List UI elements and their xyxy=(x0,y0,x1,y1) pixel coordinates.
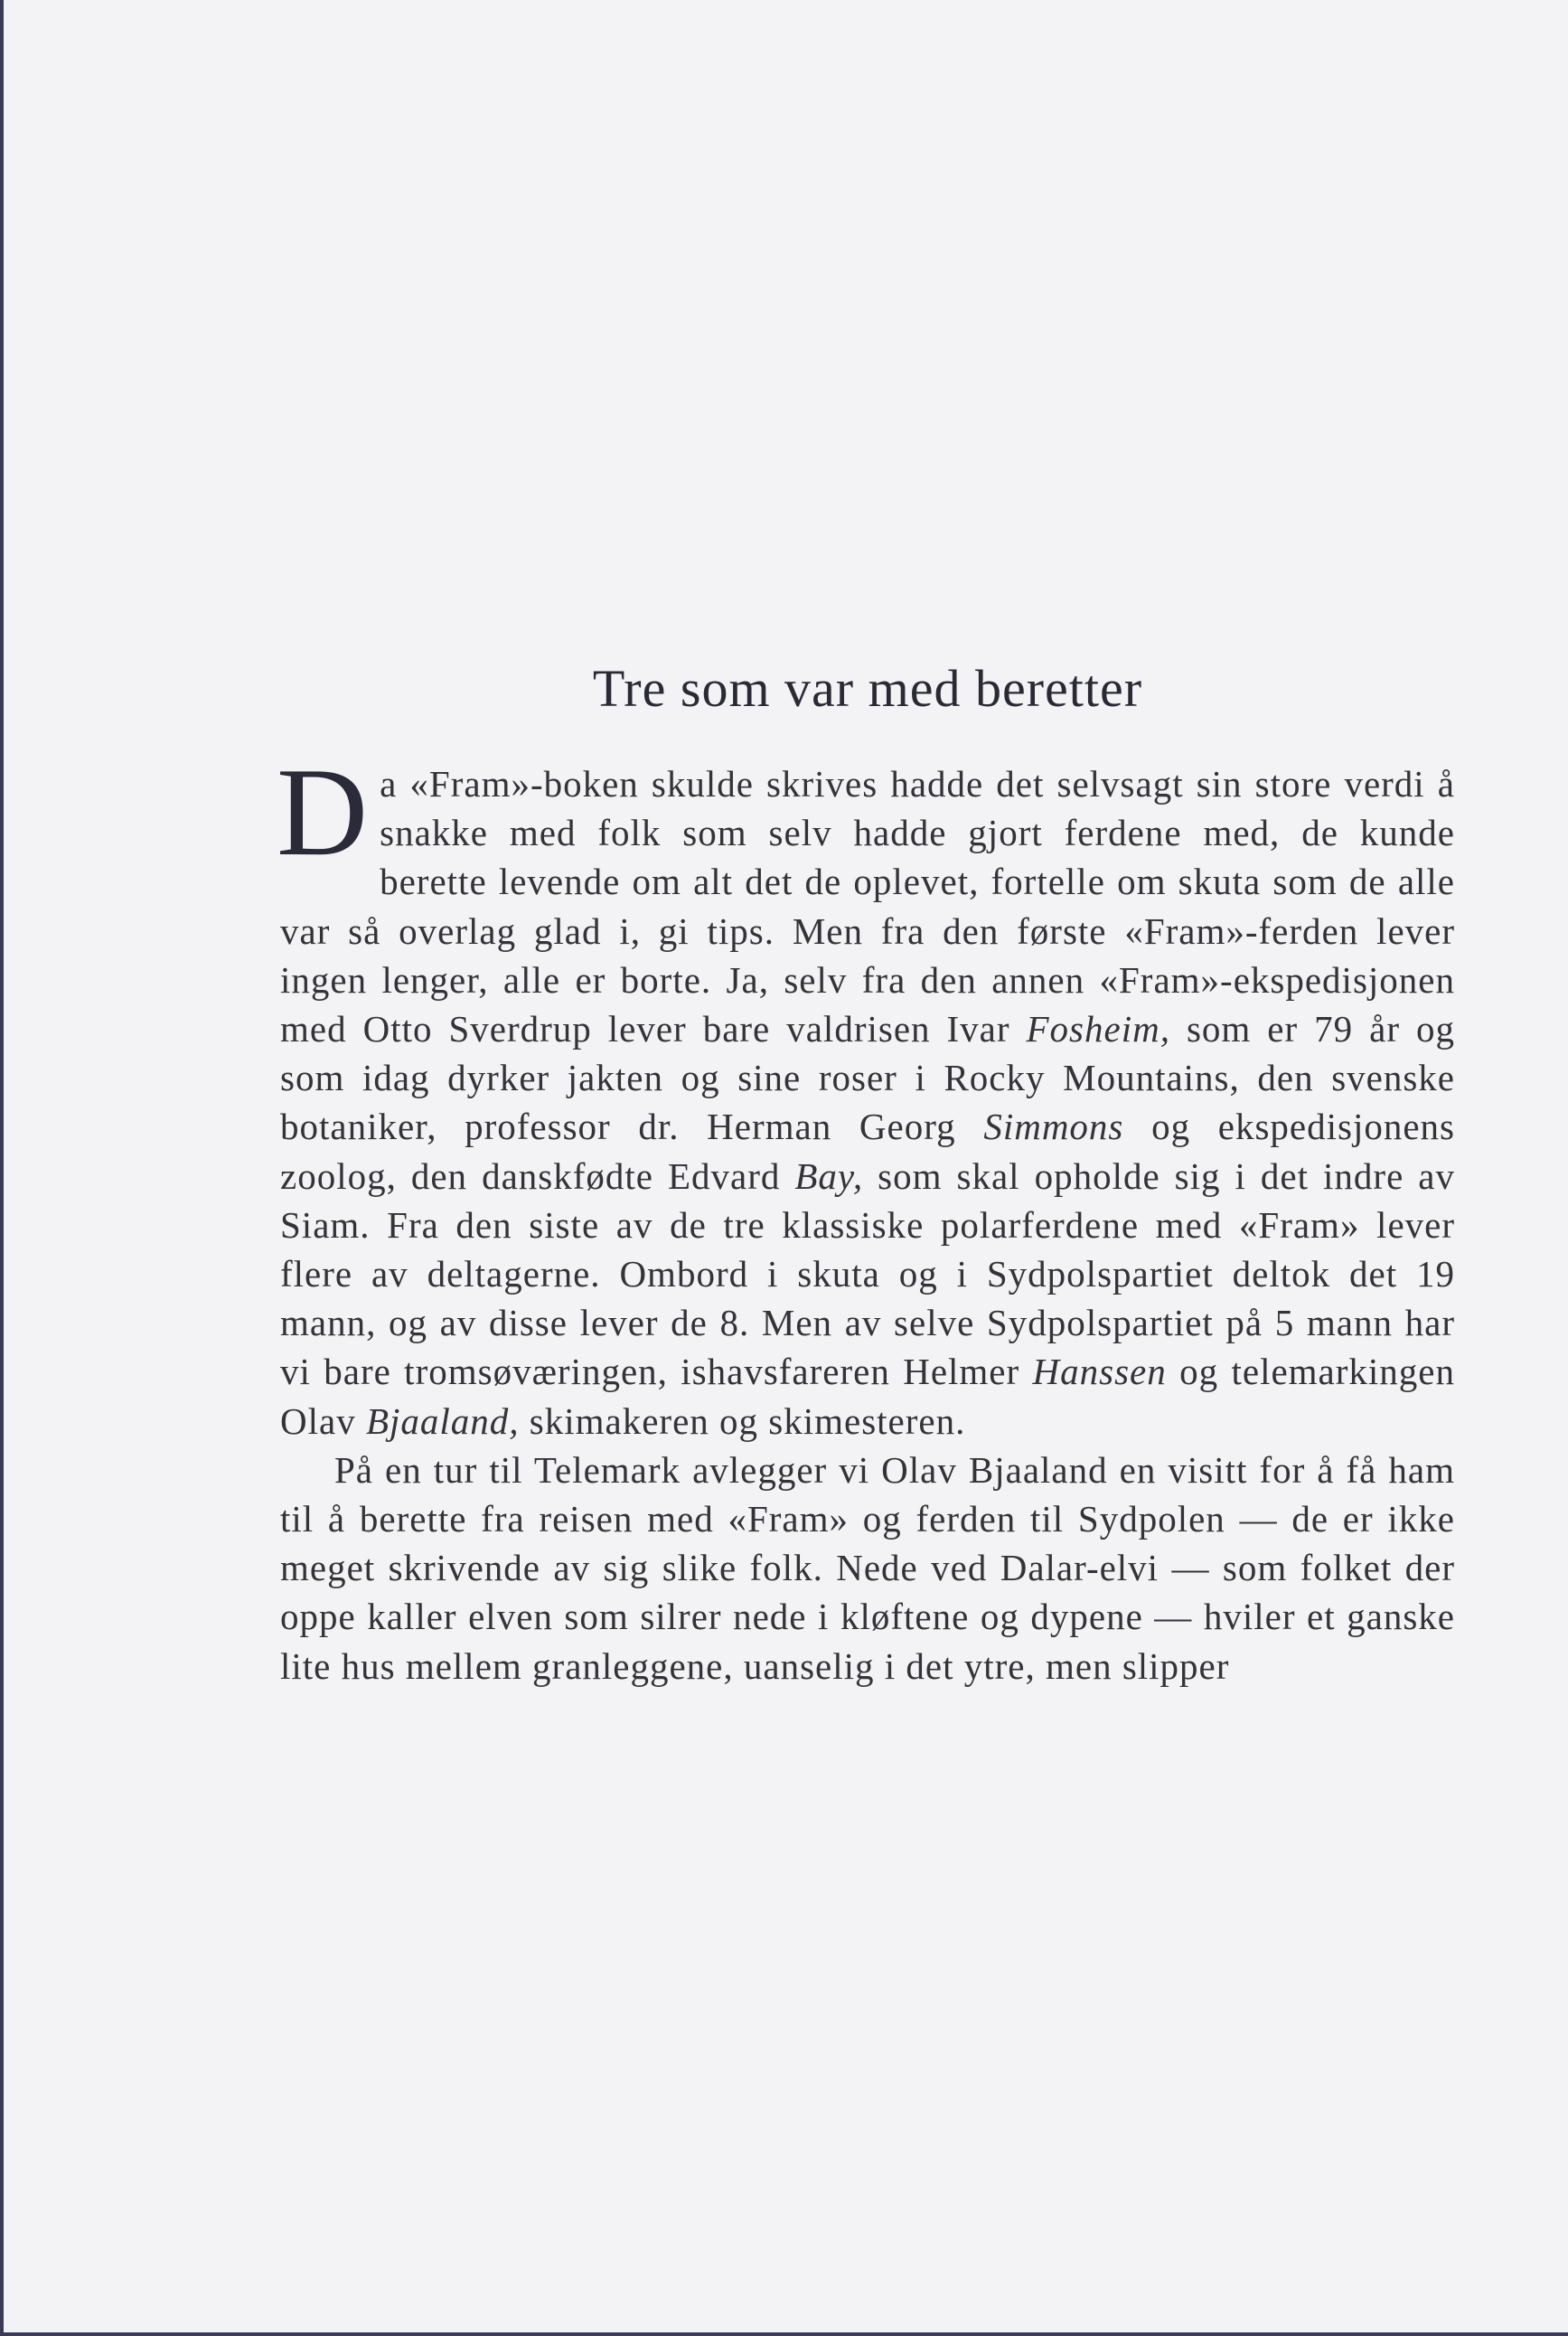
paragraph-1-text-f: skimakeren og skimesteren. xyxy=(519,1399,966,1442)
paragraph-1-text-d: som skal opholde sig i det indre av Siam. Fra den siste av de tre klassiske polarferdene med «Fram» lever flere av deltagerne. Ombord i skuta og i Sydpolspartiet deltok det 19 mann, og av disse lever de 8. Men av selve Sydpolspartiet på 5 mann har vi bare tromsøværingen, ishavsfareren Helmer xyxy=(280,1154,1455,1393)
drop-cap: D xyxy=(277,742,370,882)
paragraph-1-text-b: som er 79 år og som idag dyrker jakten og sine roser i Rocky Mountains, den svenske botaniker, professor dr. Herman Georg xyxy=(280,1008,1455,1148)
name-simmons: Simmons xyxy=(983,1106,1124,1148)
paragraph-1-text-a: a «Fram»-boken skulde skrives hadde det selvsagt sin store verdi å snakke med folk som selv hadde gjort ferdene med, de kunde berette levende om alt det de oplevet, fortelle om skuta som de alle var så overlag glad i, gi tips. Men fra den første «Fram»-ferden lever ingen lenger, alle er borte. Ja, selv fra den annen «Fram»-ekspedisjonen med Otto Sverdrup lever bare valdrisen Ivar xyxy=(280,763,1455,1050)
body-text xyxy=(277,742,1455,1691)
name-bay: Bay, xyxy=(794,1154,864,1197)
paragraph-1-text-e: og telemarkingen Olav xyxy=(280,1351,1455,1442)
name-bjaaland: Bjaaland, xyxy=(365,1399,520,1442)
paragraph-1 xyxy=(277,742,1455,1446)
name-hanssen: Hanssen xyxy=(1032,1351,1167,1393)
chapter-title: Tre som var med beretter xyxy=(592,659,1143,718)
paragraph-2: På en tur til Telemark avlegger vi Olav Bjaaland en visitt for å få ham til å berette fra reisen med «Fram» og ferden til Sydpolen — de er ikke meget skrivende av sig slike folk. Nede ved Dalar-elvi — som folket der oppe kaller elven som silrer nede i kløftene og dypene — hviler et ganske lite hus mellem granleggene, uanselig i det ytre, men slipper xyxy=(280,1448,1455,1687)
paragraph-1-text-c: og ekspedisjonens zoolog, den danskfødte Edvard xyxy=(280,1106,1455,1197)
name-fosheim: Fosheim, xyxy=(1026,1008,1170,1050)
